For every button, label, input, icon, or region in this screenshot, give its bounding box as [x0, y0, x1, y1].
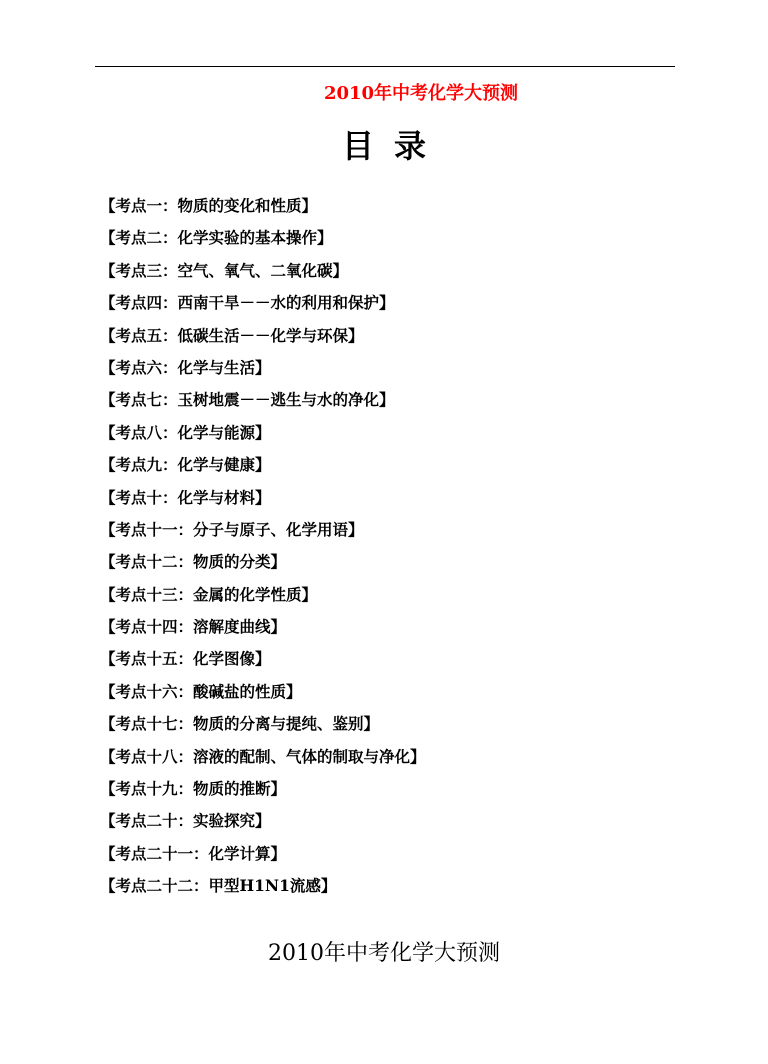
toc-item-3[interactable]: 【考点三：空气、氧气、二氧化碳】 [100, 260, 349, 280]
toc-item-1[interactable]: 【考点一：物质的变化和性质】 [100, 196, 318, 215]
header-rule [95, 66, 675, 67]
toc-item-20[interactable]: 【考点二十：实验探究】 [100, 811, 271, 831]
toc-item-19[interactable]: 【考点十九：物质的推断】 [100, 779, 287, 799]
toc-item-2[interactable]: 【考点二：化学实验的基本操作】 [100, 228, 333, 248]
toc-item-7[interactable]: 【考点七：玉树地震－－逃生与水的净化】 [100, 390, 395, 410]
toc-item-14[interactable]: 【考点十四：溶解度曲线】 [100, 617, 287, 637]
toc-item-9[interactable]: 【考点九：化学与健康】 [100, 455, 271, 475]
toc-item-22[interactable]: 【考点二十二：甲型H1N1流感】 [100, 876, 337, 896]
toc-item-6[interactable]: 【考点六：化学与生活】 [100, 357, 271, 377]
toc-list [100, 194, 426, 907]
toc-item-5[interactable]: 【考点五：低碳生活－－化学与环保】 [100, 325, 364, 345]
toc-item-11[interactable]: 【考点十一：分子与原子、化学用语】 [100, 519, 364, 539]
toc-item-15[interactable]: 【考点十五：化学图像】 [100, 649, 271, 669]
toc-item-10[interactable]: 【考点十：化学与材料】 [100, 487, 271, 507]
toc-item-8[interactable]: 【考点八：化学与能源】 [100, 422, 271, 442]
toc-item-21[interactable]: 【考点二十一：化学计算】 [100, 843, 287, 863]
toc-item-16[interactable]: 【考点十六：酸碱盐的性质】 [100, 681, 302, 701]
header-title: 2010年中考化学大预测 [323, 83, 519, 104]
body-title: 2010年中考化学大预测 [268, 941, 500, 966]
toc-heading: 目录 [341, 127, 446, 165]
toc-item-17[interactable]: 【考点十七：物质的分离与提纯、鉴别】 [100, 714, 380, 734]
toc-item-4[interactable]: 【考点四：西南干旱－－水的利用和保护】 [100, 293, 395, 313]
toc-item-12[interactable]: 【考点十二：物质的分类】 [100, 552, 287, 572]
toc-item-13[interactable]: 【考点十三：金属的化学性质】 [100, 584, 318, 604]
toc-item-18[interactable]: 【考点十八：溶液的配制、气体的制取与净化】 [100, 746, 426, 766]
